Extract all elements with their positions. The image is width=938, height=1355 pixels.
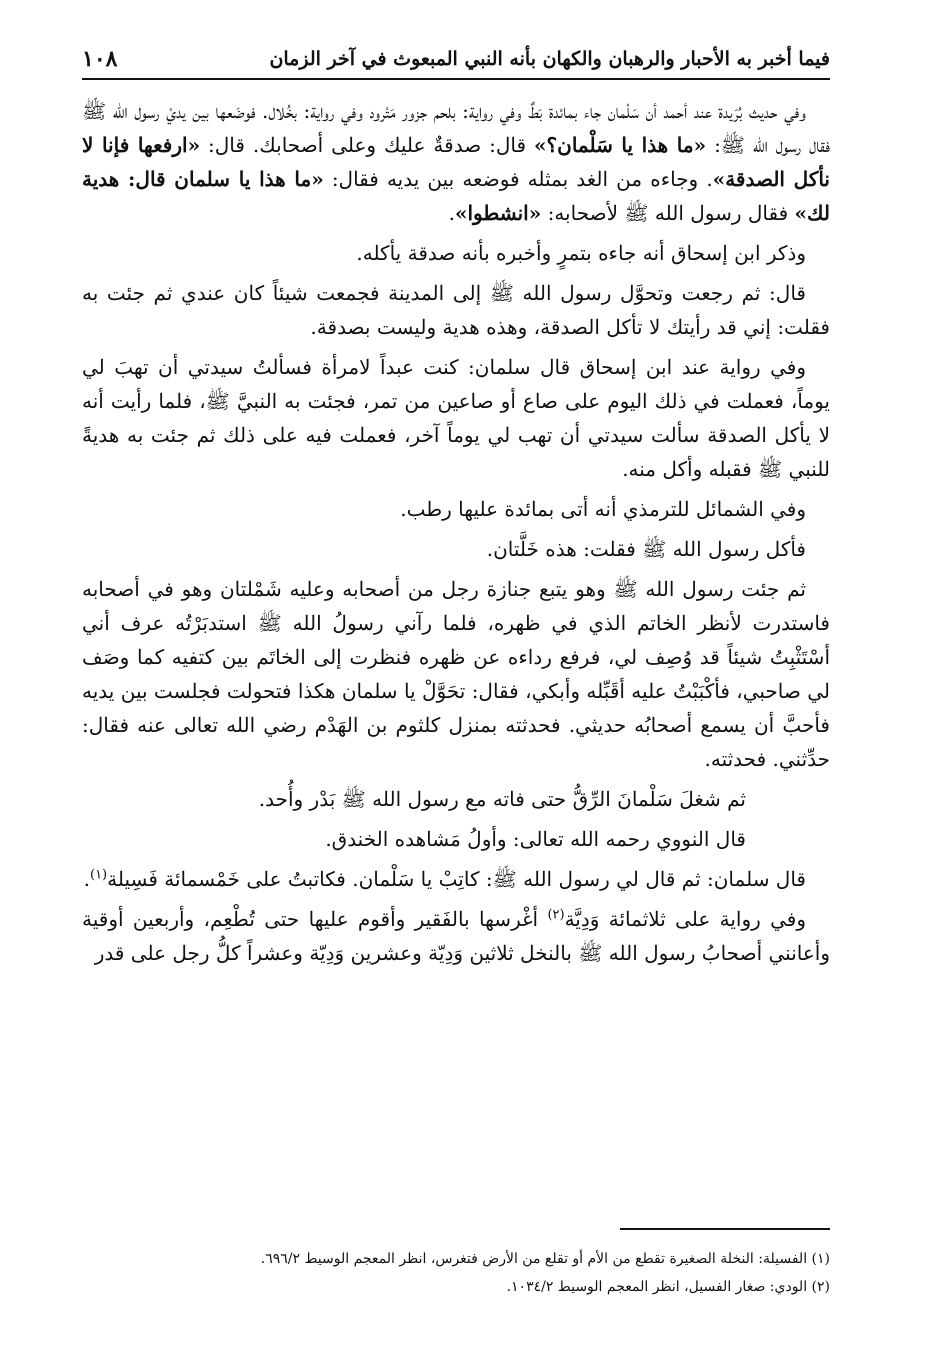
paragraph-7: [82, 572, 830, 776]
paragraph-text: فأكل رسول الله ﷺ فقلت: هذه خَلَّتان.: [486, 537, 806, 561]
paragraph-text: .: [448, 201, 455, 225]
paragraph-text: أغْرسها بالفَقير وأقوم عليها حتى تُطْعِم، وأربعين أوقية وأعانني أصحابُ رسول الله ﷺ بالنخل ثلاثين وَدِيّة وعشرين وَدِيّة وعشراً كلُّ رجل على قدر: [82, 907, 830, 965]
paragraph-text: .: [83, 867, 90, 891]
quoted-speech: «ارفعها فإنا لا نأكل الصدقة»: [82, 133, 830, 191]
paragraph-text: قال سلمان: ثم قال لي رسول الله ﷺ: كاتِبْ يا سَلْمان. فكاتبتُ على خَمْسمائة فَسِيلة: [107, 867, 806, 891]
footnotes: [82, 1245, 830, 1301]
footnote-1: (١) الفسيلة: النخلة الصغيرة تقطع من الأم أو تقلع من الأرض فتغرس، انظر المعجم الوسيط ٦٩٦/٢.: [260, 1251, 830, 1267]
paragraph-3: [82, 276, 830, 344]
body-text: [82, 94, 830, 970]
footnote-separator: [620, 1228, 830, 1230]
paragraph-text: وفي رواية عند ابن إسحاق قال سلمان: كنت عبداً لامرأة فسألتُ سيدتي أن تهبَ لي يوماً، فعملت في ذلك اليوم على صاع أو صاعين من تمر، فجئت به النبيَّ ﷺ، فلما رأيت أنه لا يأكل الصدقة سألت سيدتي أن تهب لي يوماً آخر، فعملت فيه على ذلك ثم جئت به هديةً للنبي ﷺ فقبله وأكل منه.: [82, 355, 830, 481]
running-head: [82, 40, 830, 80]
paragraph-text: قال: صدقةٌ عليك وعلى أصحابك. قال:: [200, 133, 535, 157]
paragraph-text: وذكر ابن إسحاق أنه جاءه بتمرٍ وأخبره بأنه صدقة يأكله.: [356, 241, 806, 265]
paragraph-text: قال: ثم رجعت وتحوَّل رسول الله ﷺ إلى المدينة فجمعت شيئاً كان عندي ثم جئت به فقلت: إني قد رأيتك لا تأكل الصدقة، وهذه هدية وليست بصدقة.: [82, 281, 830, 339]
paragraph-9: [82, 822, 830, 856]
paragraph-text: فقال رسول الله ﷺ لأصحابه:: [541, 201, 795, 225]
paragraph-text: وفي رواية على ثلاثمائة وَدِيَّة: [564, 907, 806, 931]
running-head-title: فيما أخبر به الأحبار والرهبان والكهان بأنه النبي المبعوث في آخر الزمان: [269, 48, 830, 70]
paragraph-text: . وجاءه من الغد بمثله فوضعه بين يديه فقال:: [323, 167, 713, 191]
paragraph-text: ثم جئت رسول الله ﷺ وهو يتبع جنازة رجل من أصحابه وعليه شَمْلتان وهو في أصحابه فاستدرت لأنظر الخاتم الذي في ظهره، فلما رآني رسولُ الله ﷺ استدبَرْتُه عرف أني أسْتَثْبِتُ شيئاً قد وُصِف لي، فرفع رداءه عن ظهره فنظرت إلى الخاتَم بين كتفيه كما وصَف لي صاحبي، فأكْبَبْتُ عليه أقَبِّله وأبكي، فقال: تحَوَّلْ يا سلمان هكذا فتحولت فجلست بين يديه فأحبَّ أن يسمع أصحابُه حديثي. فحدثته بمنزل كلثوم بن الهَدْم رضي الله تعالى عنه فقال: حدِّثني. فحدثته.: [82, 577, 830, 771]
paragraph-1: [82, 94, 830, 230]
paragraph-11: [82, 902, 830, 970]
paragraph-5: [82, 492, 830, 526]
paragraph-10: [82, 862, 830, 896]
quoted-speech: «ما هذا يا سلمان قال: هدية لك»: [82, 167, 830, 225]
paragraph-text: وفي الشمائل للترمذي أنه أتى بمائدة عليها رطب.: [400, 497, 806, 521]
footnote-2: (٢) الودي: صغار الفسيل، انظر المعجم الوسيط ١٠٣٤/٢.: [506, 1279, 830, 1295]
paragraph-8: [82, 782, 830, 816]
book-page: [82, 40, 830, 1320]
paragraph-6: [82, 532, 830, 566]
footnote-marker: (٢): [547, 907, 565, 923]
footnote-marker: (١): [89, 867, 108, 883]
paragraph-text: قال النووي رحمه الله تعالى: وأولُ مَشاهده الخندق.: [325, 827, 746, 851]
quoted-speech: «ما هذا يا سَلْمان؟»: [534, 133, 707, 157]
paragraph-text: وفي حديث بُرَيدة عند أحمد أن سَلْمان جاء بمائدة بَطٌ وفي رواية: بلحم جزور مَتْرود وفي رواية: بخُلال. فوضَعها بين يديْ رسول الله ﷺ فقال رسول الله ﷺ:: [82, 99, 831, 157]
paragraph-text: ثم شغلَ سَلْمانَ الرِّقُّ حتى فاته مع رسول الله ﷺ بَدْر وأُحد.: [258, 787, 746, 811]
page-number: ١٠٨: [82, 46, 118, 72]
quoted-speech: «انشطوا»: [454, 201, 542, 225]
paragraph-2: [82, 236, 830, 270]
paragraph-4: [82, 350, 830, 486]
